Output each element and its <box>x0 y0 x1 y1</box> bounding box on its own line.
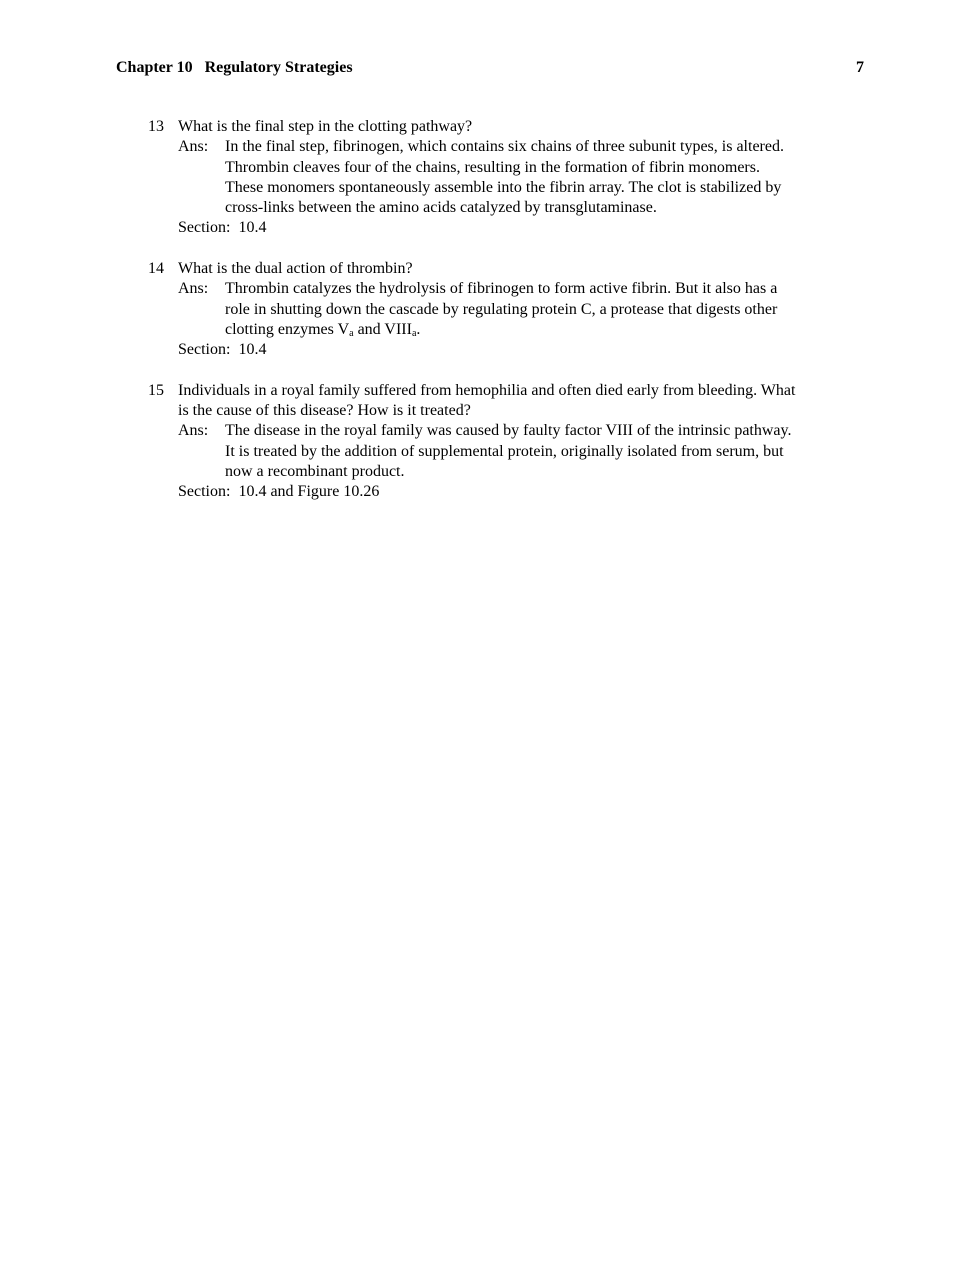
section-label: Section: <box>178 483 231 501</box>
section-value: 10.4 <box>238 341 267 359</box>
answer-text: clotting enzymes V <box>225 320 350 338</box>
section-label: Section: <box>178 219 231 237</box>
answer-line: cross-links between the amino acids catalyzed by transglutaminase. <box>225 199 657 217</box>
question-13 <box>148 117 868 239</box>
page-header <box>116 59 864 79</box>
answer <box>178 421 868 482</box>
answer <box>178 137 868 218</box>
answer-line: role in shutting down the cascade by regulating protein C, a protease that digests other <box>225 300 778 318</box>
section-reference <box>178 218 868 238</box>
question-number: 13 <box>148 118 164 135</box>
question-text: What is the final step in the clotting pathway? <box>178 118 473 135</box>
subscript: a <box>349 327 354 339</box>
question-list <box>148 117 868 523</box>
chapter-title: Chapter 10 Regulatory Strategies <box>116 59 353 76</box>
answer-line: now a recombinant product. <box>225 463 405 481</box>
page-number: 7 <box>856 59 864 76</box>
question-15 <box>148 381 868 503</box>
question-text: What is the dual action of thrombin? <box>178 260 413 278</box>
answer-line: The disease in the royal family was caused by faulty factor VIII of the intrinsic pathway. <box>225 422 792 440</box>
answer-line: It is treated by the addition of supplemental protein, originally isolated from serum, but <box>225 442 784 460</box>
answer-text: . <box>416 320 421 338</box>
answer-line: In the final step, fibrinogen, which contains six chains of three subunit types, is altered. <box>225 138 784 156</box>
answer-label: Ans: <box>178 138 209 156</box>
question-14 <box>148 259 868 360</box>
section-reference <box>178 340 868 360</box>
answer-line <box>225 320 868 340</box>
section-value: 10.4 <box>238 219 267 237</box>
question-number: 15 <box>148 381 164 399</box>
answer-line: These monomers spontaneously assemble into the fibrin array. The clot is stabilized by <box>225 178 782 196</box>
answer-line: Thrombin cleaves four of the chains, resulting in the formation of fibrin monomers. <box>225 158 760 176</box>
question-text-line: is the cause of this disease? How is it treated? <box>178 402 471 420</box>
answer-label: Ans: <box>178 422 209 440</box>
section-label: Section: <box>178 341 231 359</box>
answer-line: Thrombin catalyzes the hydrolysis of fibrinogen to form active fibrin. But it also has a <box>225 280 778 298</box>
question-number: 14 <box>148 260 164 278</box>
section-reference <box>178 482 868 502</box>
subscript: a <box>411 327 417 339</box>
question-text-line: Individuals in a royal family suffered from hemophilia and often died early from bleeding. What <box>178 381 796 399</box>
answer-text: and VIII <box>353 320 412 338</box>
section-value: 10.4 and Figure 10.26 <box>238 483 380 501</box>
answer-label: Ans: <box>178 280 209 298</box>
answer <box>178 279 868 340</box>
